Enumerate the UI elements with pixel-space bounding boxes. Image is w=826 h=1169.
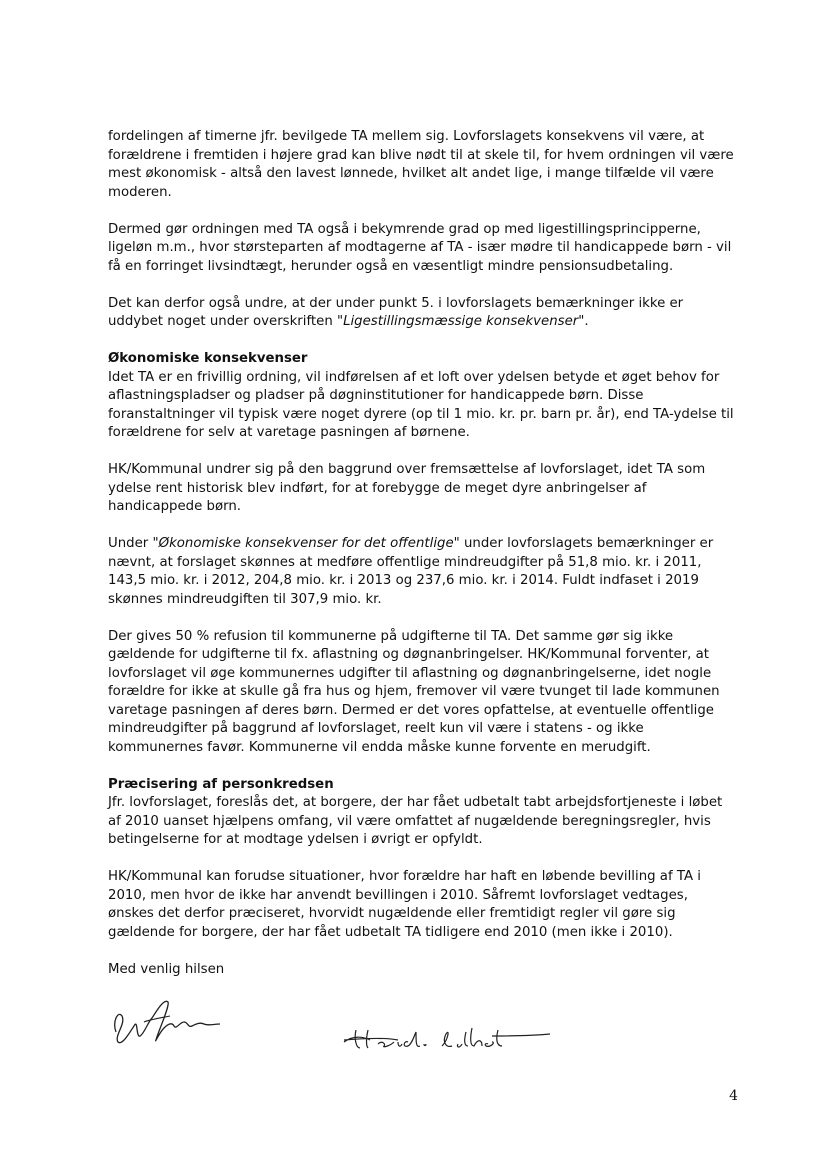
page-number: 4 — [729, 1088, 738, 1104]
paragraph-mindreudgifter — [108, 535, 736, 609]
paragraph-text: . — [584, 314, 589, 329]
paragraph-text: under lovforslagets bemærkninger er nævnt, at forslaget skønnes at medføre offentlige mindreudgifter på 51,8 mio. kr. i 2011, 143,5 mio. kr. i 2012, 204,8 mio. kr. i 2013 og 237,6 mio. kr. i 2014. Fuldt indfaset i 2019 skønnes mindreudgiften til 307,9 mio. kr. — [108, 536, 714, 607]
heading-economic: Økonomiske konsekvenser — [108, 351, 308, 366]
paragraph-hk-undrer: HK/Kommunal undrer sig på den baggrund over fremsættelse af lovforslaget, idet TA som ydelse rent historisk blev indført, for at forebygge de meget dyre anbringelser af handicappede børn. — [108, 462, 706, 514]
paragraph-frivillig-ordning: Idet TA er en frivillig ordning, vil indførelsen af et loft over ydelsen betyde et øget behov for aflastningspladser og pladser på døgninstitutioner for handicappede børn. Disse foranstaltninger vil typisk være noget dyrere (op til 1 mio. kr. pr. barn pr. år), end TA-ydelse til forældrene for selv at varetage pasningen af børnene. — [108, 369, 734, 440]
paragraph-text: Det kan derfor også undre, at der under punkt 5. i lovforslagets bemærkninger ikke er uddybet noget under overskriften — [108, 295, 684, 329]
paragraph-bemaerkninger — [108, 295, 736, 332]
signature-1 — [108, 992, 223, 1056]
document-body — [108, 128, 736, 979]
quoted-heading: "Økonomiske konsekvenser for det offentlige" — [152, 536, 460, 551]
signature-2-heidi-lilholt — [338, 1018, 558, 1058]
closing-greeting: Med venlig hilsen — [108, 961, 225, 977]
quoted-heading: "Ligestillingsmæssige konsekvenser" — [336, 314, 585, 329]
signatures — [108, 992, 568, 1062]
paragraph-refusion: Der gives 50 % refusion til kommunerne på udgifterne til TA. Det samme gør sig ikke gældende for udgifterne til fx. aflastning og døgnanbringelser. HK/Kommunal forventer, at lovforslaget vil øge kommunernes udgifter til aflastning og døgnanbringelserne, idet nogle forældre for ikke at skulle gå fra hus og hjem, fremover vil være tvunget til lade kommunen varetage pasningen af deres børn. Dermed er det vores opfattelse, at eventuelle offentlige mindreudgifter på baggrund af lovforslaget, reelt kun vil være i statens - og ikke kommunernes favør. Kommunerne vil endda måske kunne forvente en merudgift. — [108, 628, 720, 755]
paragraph-ligestilling: Dermed gør ordningen med TA også i bekymrende grad op med ligestillingsprincipperne, ligeløn m.m., hvor størsteparten af modtagerne af TA - især mødre til handicappede børn - vil få en forringet livsindtægt, herunder også en væsentligt mindre pensionsudbetaling. — [108, 221, 732, 274]
paragraph-personkreds: Jfr. lovforslaget, foreslås det, at borgere, der har fået udbetalt tabt arbejdsfortjeneste i løbet af 2010 uanset hjælpens omfang, vil være omfattet af nugældende beregningsregler, hvis betingelserne for at modtage ydelsen i øvrigt er opfyldt. — [108, 795, 723, 847]
paragraph-loebende-bevilling: HK/Kommunal kan forudse situationer, hvor forældre har haft en løbende bevilling af TA i 2010, men hvor de ikke har anvendt bevillingen i 2010. Såfremt lovforslaget vedtages, ønskes det derfor præciseret, hvorvidt nugældende eller fremtidigt regler vil gøre sig gældende for borgere, der har fået udbetalt TA tidligere end 2010 (men ikke i 2010). — [108, 869, 701, 940]
paragraph-timer-fordeling: fordelingen af timerne jfr. bevilgede TA mellem sig. Lovforslagets konsekvens vil være, at forældrene i fremtiden i højere grad kan blive nødt til at skele til, for hvem ordningen vil være mest økonomisk - altså den lavest lønnede, hvilket alt andet lige, i mange tilfælde vil være moderen. — [108, 129, 734, 200]
paragraph-text: Under — [108, 536, 153, 551]
heading-persons: Præcisering af personkredsen — [108, 776, 334, 792]
